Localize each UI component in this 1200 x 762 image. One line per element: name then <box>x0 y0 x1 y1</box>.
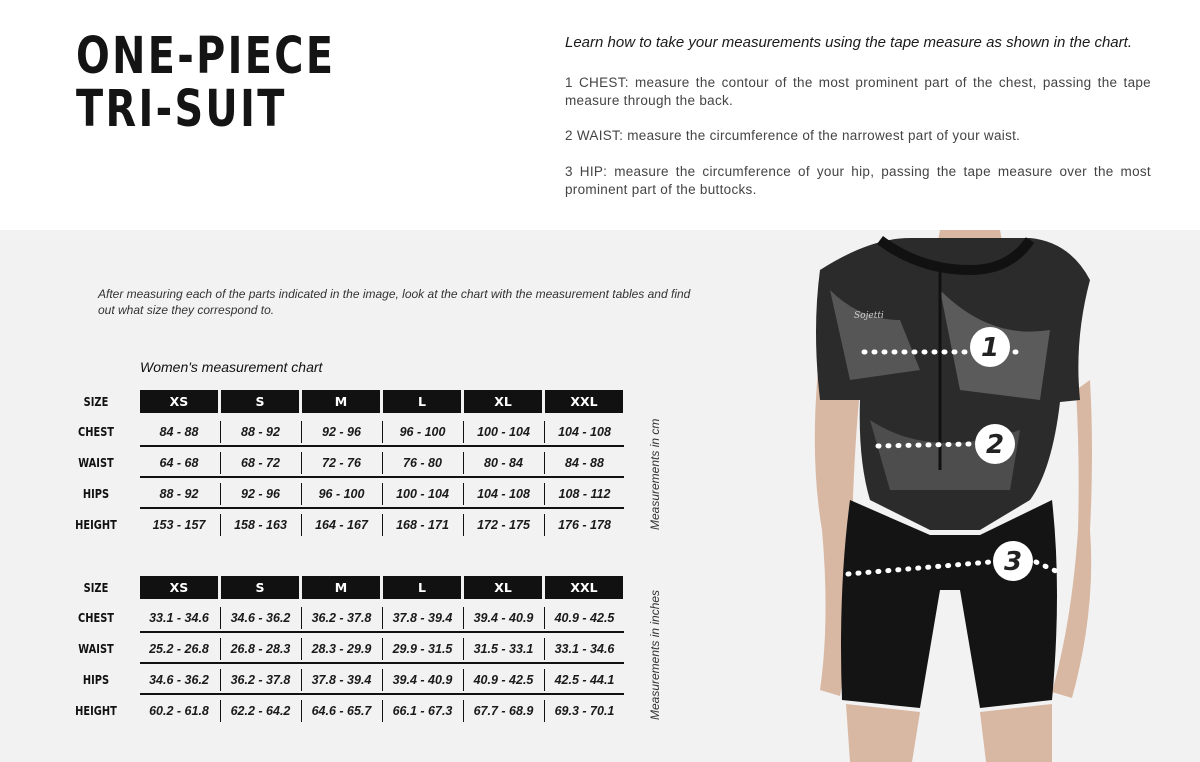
table-cell: 108 - 112 <box>544 483 624 505</box>
row-divider <box>140 631 624 633</box>
title-line-1: ONE-PIECE <box>76 27 336 86</box>
table-cell: 80 - 84 <box>463 452 543 474</box>
chart-title: Women's measurement chart <box>140 359 323 375</box>
table-cell: 92 - 96 <box>220 483 300 505</box>
model-photo <box>790 230 1200 762</box>
size-header-s: S <box>221 390 299 413</box>
table-cell: 96 - 100 <box>301 483 381 505</box>
row-label-waist: WAIST <box>78 456 114 470</box>
table-cell: 34.6 - 36.2 <box>220 607 300 629</box>
model-illustration <box>790 230 1200 762</box>
row-label-size: SIZE <box>83 395 109 409</box>
size-header-xl: XL <box>464 576 542 599</box>
size-header-xxl: XXL <box>545 576 623 599</box>
table-cell: 29.9 - 31.5 <box>382 638 462 660</box>
marker-3-label: 3 <box>1003 547 1023 577</box>
table-cell: 39.4 - 40.9 <box>463 607 543 629</box>
table-cell: 31.5 - 33.1 <box>463 638 543 660</box>
table-cell: 100 - 104 <box>382 483 462 505</box>
table-cell: 104 - 108 <box>544 421 624 443</box>
title-line-2: TRI-SUIT <box>76 80 287 139</box>
row-label-hips: HIPS <box>82 673 110 687</box>
row-label-hips: HIPS <box>82 487 110 501</box>
row-divider <box>140 507 624 509</box>
table-cell: 60.2 - 61.8 <box>149 704 209 718</box>
table-cell: 76 - 80 <box>382 452 462 474</box>
instruction-hip: 3 HIP: measure the circumference of your hip, passing the tape measure over the most prominent part of the buttocks. <box>565 164 1151 197</box>
table-cell: 176 - 178 <box>544 514 624 536</box>
size-header-xl: XL <box>464 390 542 413</box>
table-cell: 100 - 104 <box>463 421 543 443</box>
measurement-intro: Learn how to take your measurements using the tape measure as shown in the chart. <box>565 34 1132 51</box>
row-divider <box>140 662 624 664</box>
table-cell: 88 - 92 <box>220 421 300 443</box>
table-cell: 36.2 - 37.8 <box>301 607 381 629</box>
table-cell: 40.9 - 42.5 <box>544 607 624 629</box>
table-cell: 34.6 - 36.2 <box>149 673 209 687</box>
table-cell: 36.2 - 37.8 <box>220 669 300 691</box>
side-label-inches: Measurements in inches <box>648 589 662 720</box>
size-header-m: M <box>302 576 380 599</box>
table-cell: 172 - 175 <box>463 514 543 536</box>
table-cell: 164 - 167 <box>301 514 381 536</box>
row-divider <box>140 476 624 478</box>
table-cell: 40.9 - 42.5 <box>463 669 543 691</box>
table-cell: 69.3 - 70.1 <box>544 700 624 722</box>
size-header-s: S <box>221 576 299 599</box>
row-label-height: HEIGHT <box>75 518 117 532</box>
size-header-l: L <box>383 576 461 599</box>
table-cell: 104 - 108 <box>463 483 543 505</box>
table-cell: 67.7 - 68.9 <box>463 700 543 722</box>
table-cell: 84 - 88 <box>159 425 199 439</box>
table-cell: 25.2 - 26.8 <box>149 642 209 656</box>
instruction-waist: 2 WAIST: measure the circumference of the narrowest part of your waist. <box>565 128 1021 143</box>
table-cell: 92 - 96 <box>301 421 381 443</box>
size-header-xxl: XXL <box>545 390 623 413</box>
table-cell: 88 - 92 <box>159 487 199 501</box>
row-divider <box>140 693 624 695</box>
table-cell: 62.2 - 64.2 <box>220 700 300 722</box>
table-cell: 72 - 76 <box>301 452 381 474</box>
size-header-l: L <box>383 390 461 413</box>
row-label-waist: WAIST <box>78 642 114 656</box>
brand-logo: Sojetti <box>854 311 884 321</box>
table-cell: 168 - 171 <box>382 514 462 536</box>
row-label-size: SIZE <box>83 581 109 595</box>
side-label-cm: Measurements in cm <box>648 418 662 530</box>
page-title <box>76 27 336 139</box>
table-cell: 26.8 - 28.3 <box>220 638 300 660</box>
table-cell: 84 - 88 <box>544 452 624 474</box>
instruction-chest: 1 CHEST: measure the contour of the most prominent part of the chest, passing the tape measure through the back. <box>565 75 1151 108</box>
table-cell: 64.6 - 65.7 <box>301 700 381 722</box>
row-label-chest: CHEST <box>78 425 114 439</box>
size-header-m: M <box>302 390 380 413</box>
table-cell: 33.1 - 34.6 <box>544 638 624 660</box>
row-divider <box>140 445 624 447</box>
marker-2-label: 2 <box>985 430 1005 460</box>
table-cell: 33.1 - 34.6 <box>149 611 209 625</box>
size-header-xs: XS <box>140 390 218 413</box>
table-cell: 37.8 - 39.4 <box>382 607 462 629</box>
table-cell: 39.4 - 40.9 <box>382 669 462 691</box>
table-cell: 37.8 - 39.4 <box>301 669 381 691</box>
table-cell: 64 - 68 <box>159 456 199 470</box>
table-cell: 68 - 72 <box>220 452 300 474</box>
size-chart-note: After measuring each of the parts indicated in the image, look at the chart with the measurement tables and find out what size they correspond to. <box>98 287 691 317</box>
table-cell: 158 - 163 <box>220 514 300 536</box>
row-label-height: HEIGHT <box>75 704 117 718</box>
header <box>0 0 1200 230</box>
table-cell: 28.3 - 29.9 <box>301 638 381 660</box>
size-header-xs: XS <box>140 576 218 599</box>
table-cell: 66.1 - 67.3 <box>382 700 462 722</box>
marker-1-label: 1 <box>980 333 1000 363</box>
table-cell: 96 - 100 <box>382 421 462 443</box>
table-cell: 153 - 157 <box>152 518 206 532</box>
table-cell: 42.5 - 44.1 <box>544 669 624 691</box>
row-label-chest: CHEST <box>78 611 114 625</box>
